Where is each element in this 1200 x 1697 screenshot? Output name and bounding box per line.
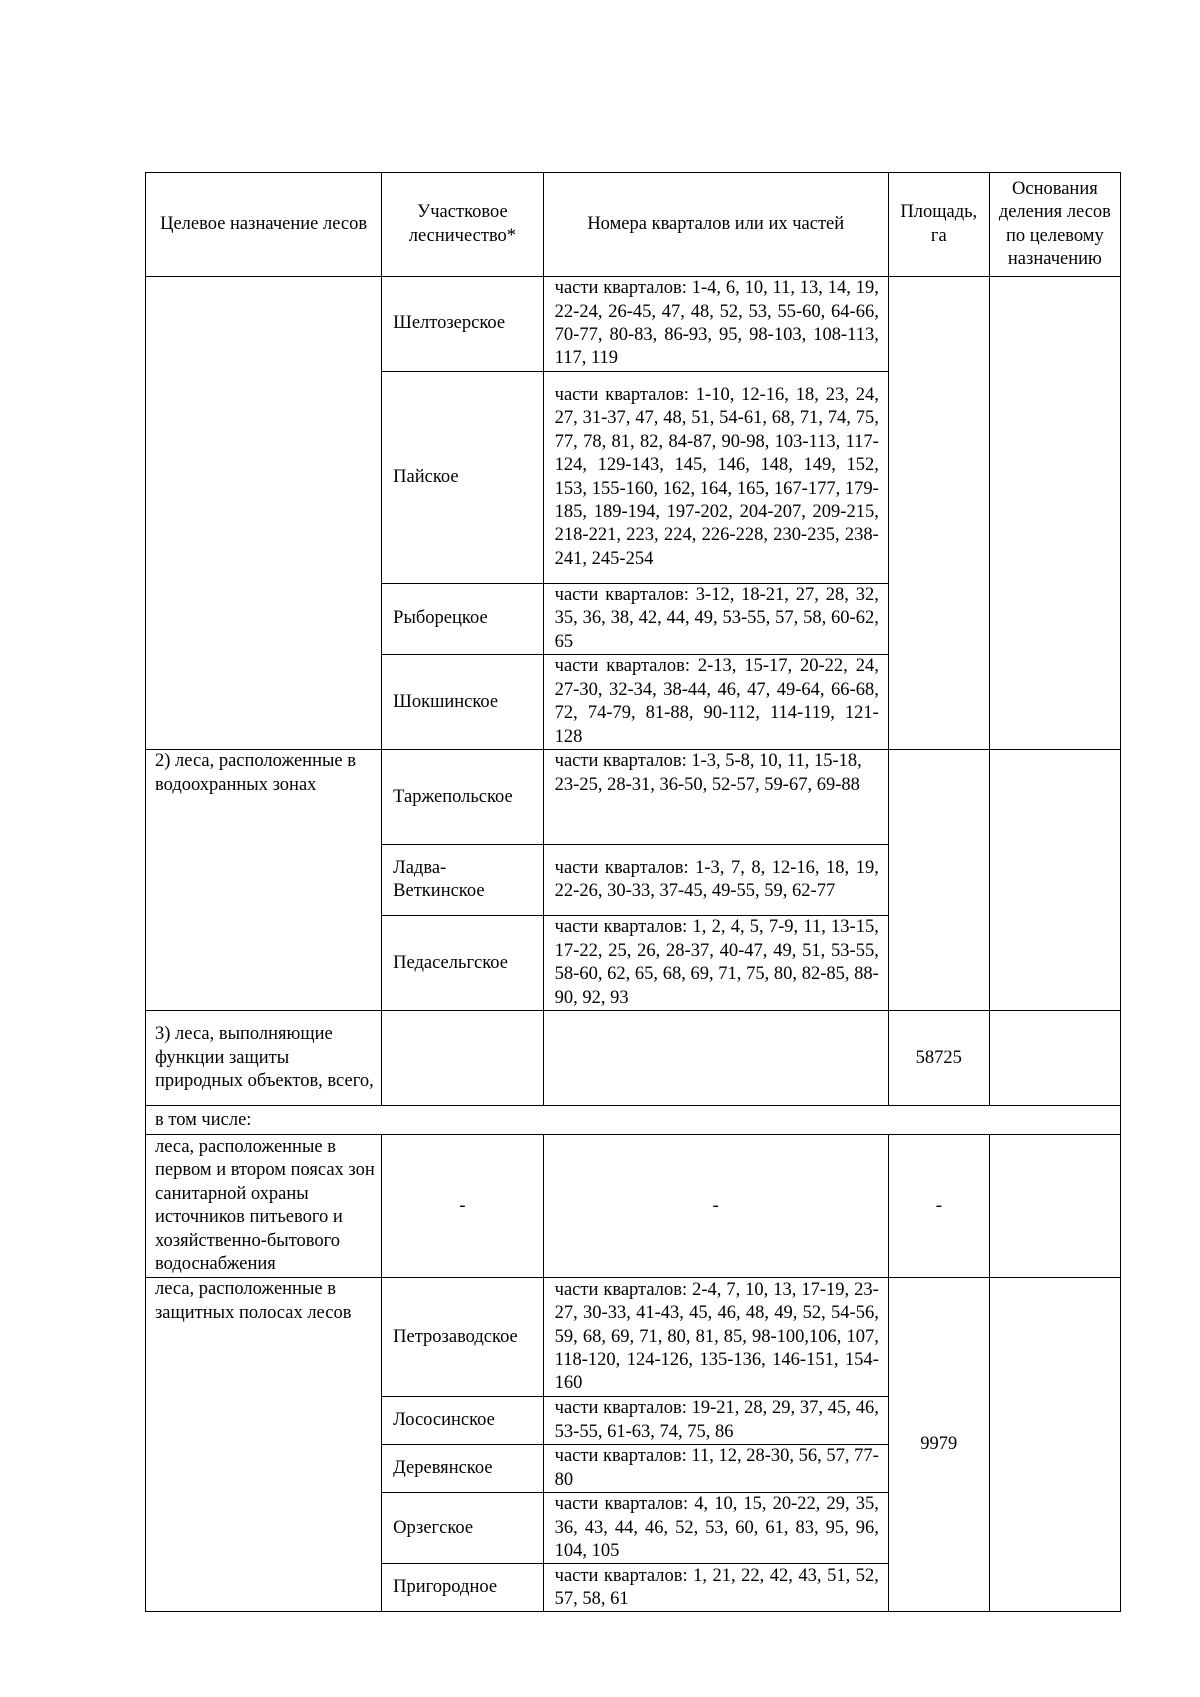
purpose-cell: леса, расположенные в защитных полосах лесов <box>146 1278 382 1612</box>
area-cell-empty <box>888 277 989 750</box>
area-cell: 9979 <box>888 1278 989 1612</box>
table-header-row <box>146 173 1121 277</box>
forestry-cell: Педасельгское <box>382 916 543 1011</box>
header-grounds: Основания деления лесов по целевому назначению <box>989 173 1120 277</box>
grounds-cell-empty <box>989 277 1120 750</box>
quarters-cell: части кварталов: 2-13, 15-17, 20-22, 24, 27-30, 32-34, 38-44, 46, 47, 49-64, 66-68, 72, 74-79, 81-88, 90-112, 114-119, 121-128 <box>543 655 888 750</box>
table-row <box>146 277 1121 372</box>
forestry-cell: Петрозаводское <box>382 1278 543 1397</box>
header-area: Площадь, га <box>888 173 989 277</box>
quarters-cell: части кварталов: 1-4, 6, 10, 11, 13, 14, 19, 22-24, 26-45, 47, 48, 52, 53, 55-60, 64-66, 70-77, 80-83, 86-93, 95, 98-103, 108-113, 117, 119 <box>543 277 888 372</box>
forestry-cell: Орзегское <box>382 1493 543 1564</box>
table-row <box>146 750 1121 845</box>
quarters-cell: части кварталов: 1-3, 5-8, 10, 11, 15-18, 23-25, 28-31, 36-50, 52-57, 59-67, 69-88 <box>543 750 888 845</box>
grounds-cell-empty <box>989 1135 1120 1278</box>
purpose-cell: 3) леса, выполняющие функции защиты природных объектов, всего, <box>146 1011 382 1106</box>
grounds-cell-empty <box>989 1011 1120 1106</box>
quarters-cell: части кварталов: 1-10, 12-16, 18, 23, 24, 27, 31-37, 47, 48, 51, 54-61, 68, 71, 74, 75, 77, 78, 81, 82, 84-87, 90-98, 103-113, 117-124, 129-143, 145, 146, 148, 149, 152, 153, 155-160, 162, 164, 165, 167-177, 179-185, 189-194, 197-202, 204-207, 209-215, 218-221, 223, 224, 226-228, 230-235, 238-241, 245-254 <box>543 372 888 584</box>
subheading-cell: в том числе: <box>146 1106 1121 1135</box>
quarters-cell: части кварталов: 19-21, 28, 29, 37, 45, 46, 53-55, 61-63, 74, 75, 86 <box>543 1397 888 1445</box>
quarters-cell: части кварталов: 3-12, 18-21, 27, 28, 32, 35, 36, 38, 42, 44, 49, 53-55, 57, 58, 60-62, 65 <box>543 584 888 655</box>
purpose-cell-empty <box>146 277 382 750</box>
table-row <box>146 1106 1121 1135</box>
area-cell: 58725 <box>888 1011 989 1106</box>
forestry-cell: Пригородное <box>382 1564 543 1612</box>
grounds-cell-empty <box>989 750 1120 1011</box>
quarters-cell: части кварталов: 1, 21, 22, 42, 43, 51, 52, 57, 58, 61 <box>543 1564 888 1612</box>
forestry-cell-empty <box>382 1011 543 1106</box>
header-purpose: Целевое назначение лесов <box>146 173 382 277</box>
forestry-cell: Рыборецкое <box>382 584 543 655</box>
quarters-cell: части кварталов: 11, 12, 28-30, 56, 57, 77-80 <box>543 1445 888 1493</box>
grounds-cell-empty <box>989 1278 1120 1612</box>
forestry-cell: Шелтозерское <box>382 277 543 372</box>
forestry-cell: Деревянское <box>382 1445 543 1493</box>
forestry-cell: Пайское <box>382 372 543 584</box>
area-cell: - <box>888 1135 989 1278</box>
forestry-cell: - <box>382 1135 543 1278</box>
purpose-cell: 2) леса, расположенные в водоохранных зонах <box>146 750 382 1011</box>
forest-purpose-table <box>145 172 1121 1612</box>
quarters-cell: части кварталов: 2-4, 7, 10, 13, 17-19, 23-27, 30-33, 41-43, 45, 46, 48, 49, 52, 54-56, 59, 68, 69, 71, 80, 81, 85, 98-100,106, 107, 118-120, 124-126, 135-136, 146-151, 154-160 <box>543 1278 888 1397</box>
quarters-cell: части кварталов: 1, 2, 4, 5, 7-9, 11, 13-15, 17-22, 25, 26, 28-37, 40-47, 49, 51, 53-55, 58-60, 62, 65, 68, 69, 71, 75, 80, 82-85, 88-90, 92, 93 <box>543 916 888 1011</box>
table-row <box>146 1135 1121 1278</box>
table-row <box>146 1011 1121 1106</box>
quarters-cell: части кварталов: 4, 10, 15, 20-22, 29, 35, 36, 43, 44, 46, 52, 53, 60, 61, 83, 95, 96, 104, 105 <box>543 1493 888 1564</box>
quarters-cell-empty <box>543 1011 888 1106</box>
forestry-cell: Ладва-Веткинское <box>382 845 543 916</box>
purpose-cell: леса, расположенные в первом и втором поясах зон санитарной охраны источников питьевого и хозяйственно-бытового водоснабжения <box>146 1135 382 1278</box>
header-quarters: Номера кварталов или их частей <box>543 173 888 277</box>
table-row <box>146 1278 1121 1397</box>
area-cell-empty <box>888 750 989 1011</box>
quarters-cell: части кварталов: 1-3, 7, 8, 12-16, 18, 19, 22-26, 30-33, 37-45, 49-55, 59, 62-77 <box>543 845 888 916</box>
forestry-cell: Таржепольское <box>382 750 543 845</box>
header-forestry: Участковое лесничество* <box>382 173 543 277</box>
quarters-cell: - <box>543 1135 888 1278</box>
forestry-cell: Лососинское <box>382 1397 543 1445</box>
forestry-cell: Шокшинское <box>382 655 543 750</box>
